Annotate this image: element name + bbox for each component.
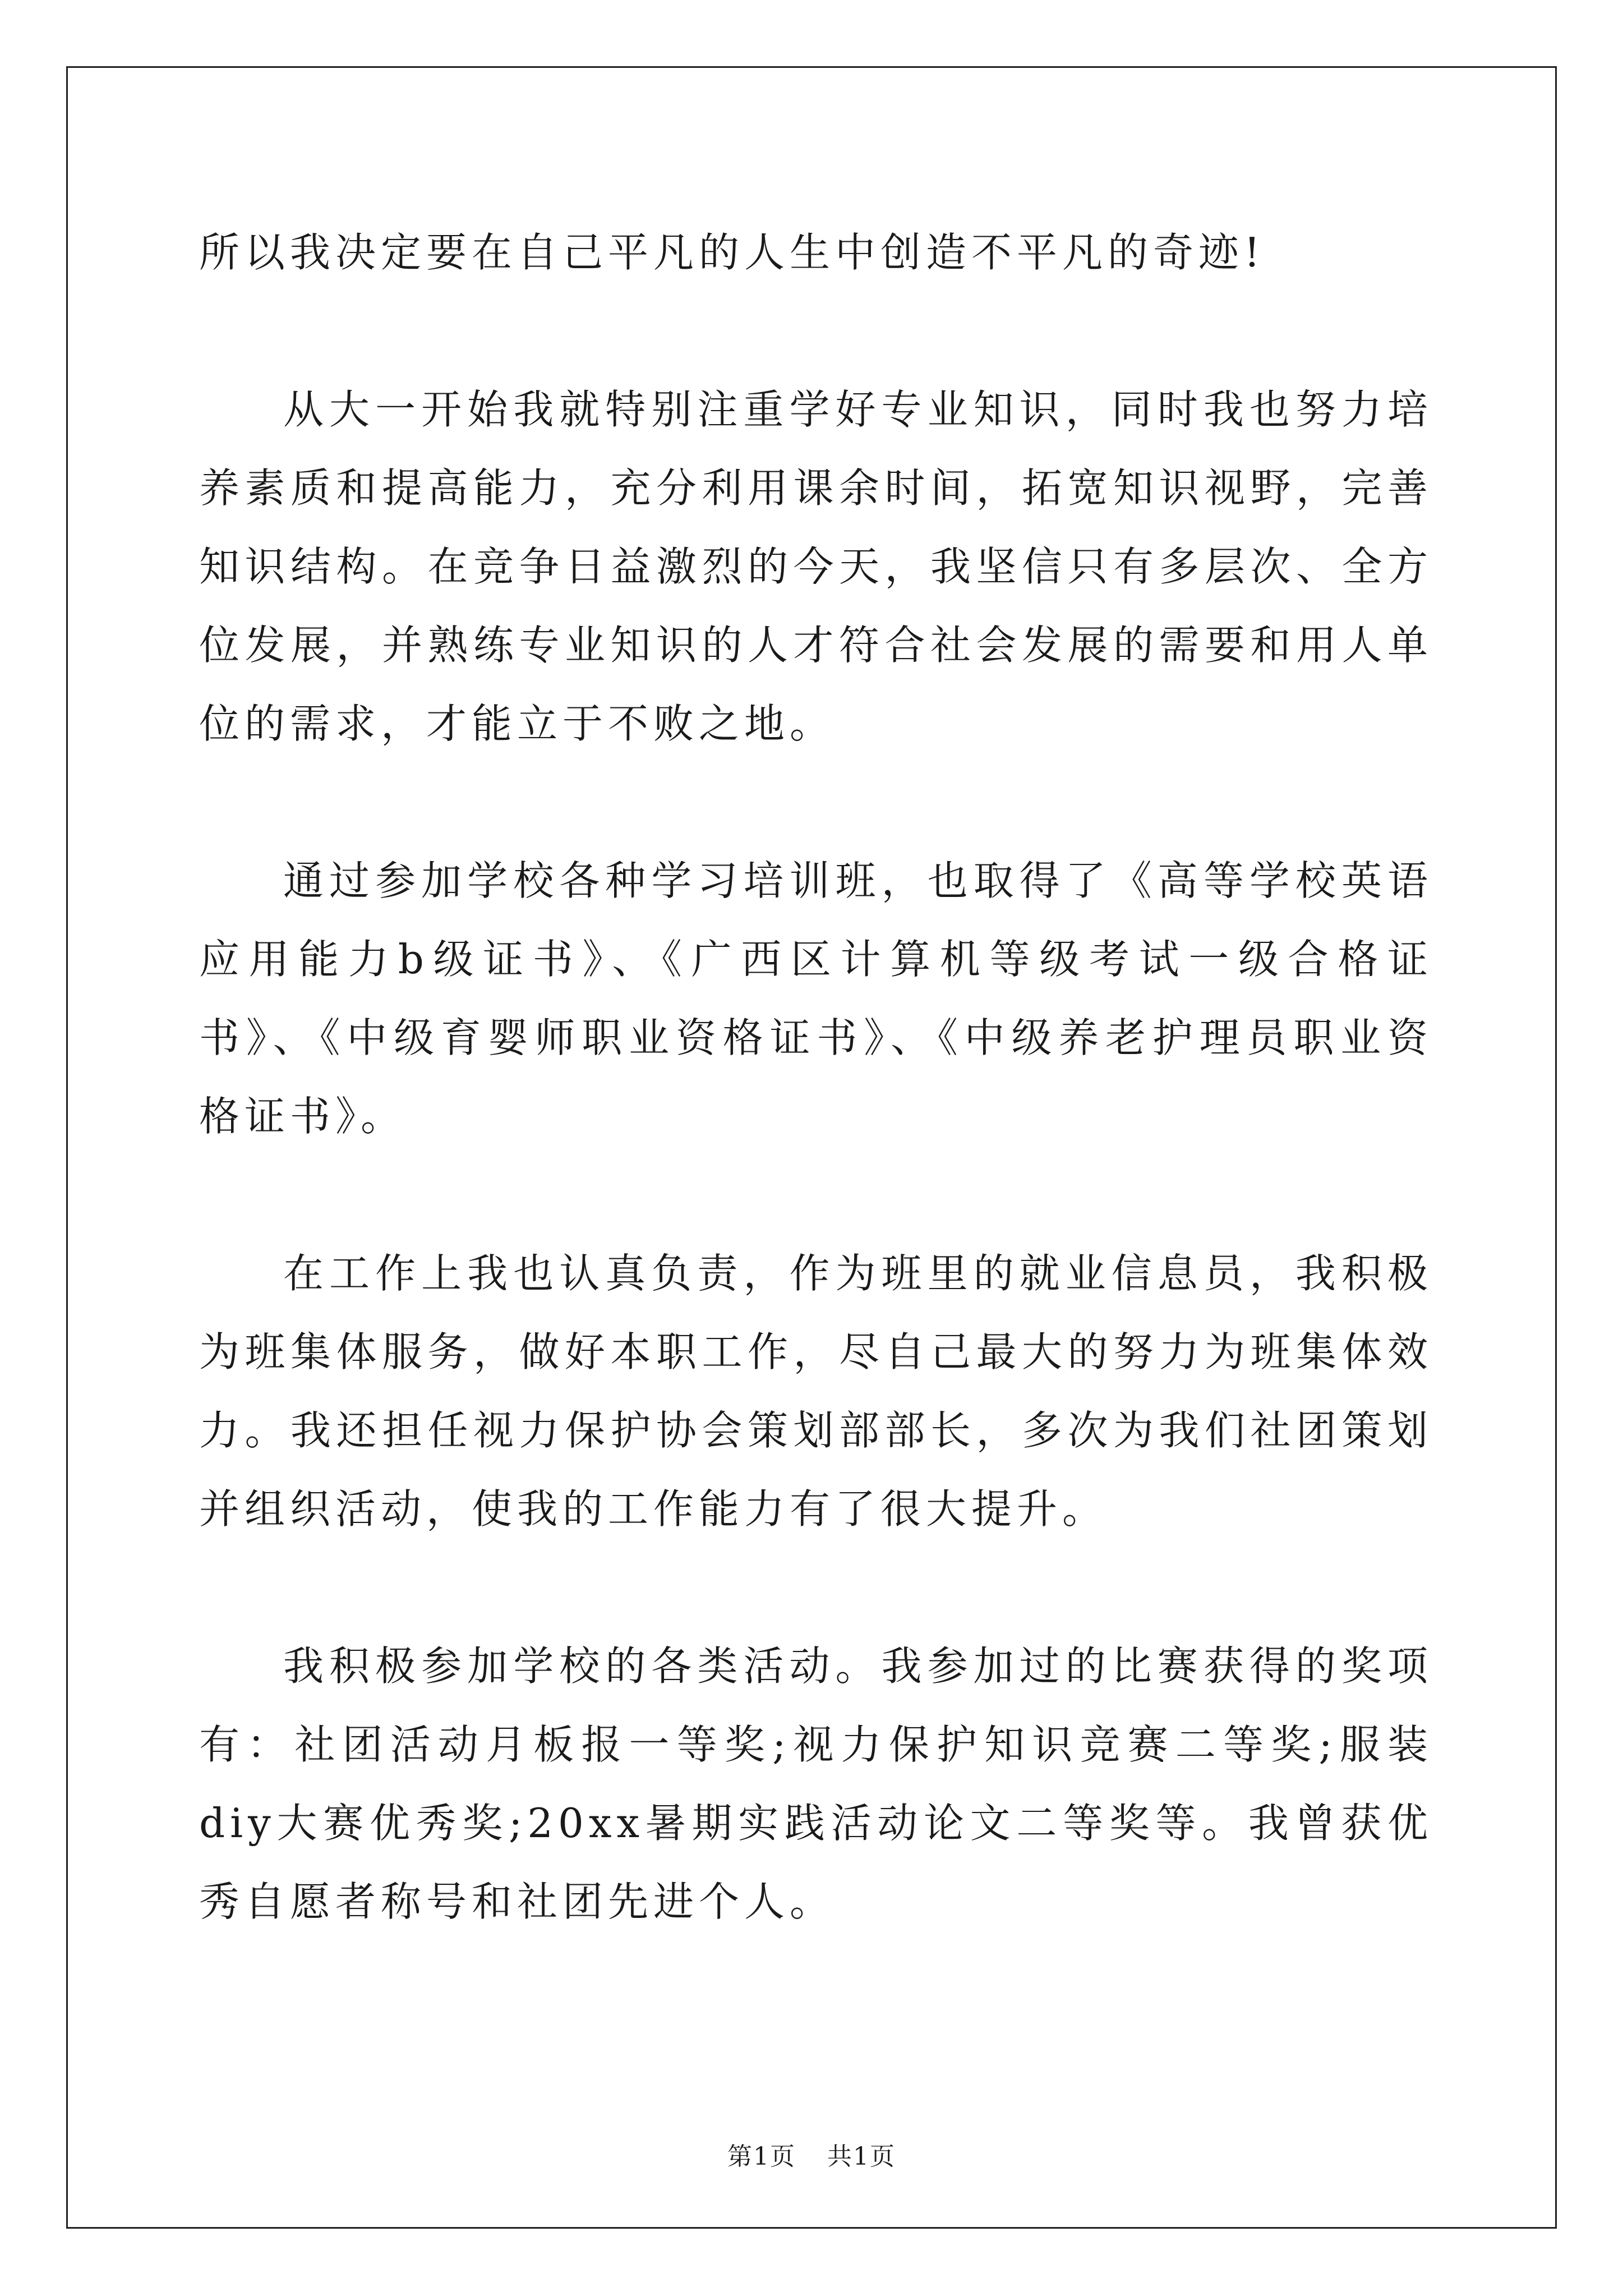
page-number: 第1页 <box>727 2142 796 2171</box>
paragraph-awards: 我积极参加学校的各类活动。我参加过的比赛获得的奖项有：社团活动月板报一等奖;视力保护知识竞赛二等奖;服装diy大赛优秀奖;20xx暑期实践活动论文二等奖等。我曾获优秀自愿者称号和社团先进个人。 <box>199 1642 1433 1925</box>
paragraph-continuation: 所以我决定要在自己平凡的人生中创造不平凡的奇迹! <box>199 229 1265 276</box>
paragraph-work: 在工作上我也认真负责，作为班里的就业信息员，我积极为班集体服务，做好本职工作，尽自己最大的努力为班集体效力。我还担任视力保护协会策划部部长，多次为我们社团策划并组织活动，使我的工作能力有了很大提升。 <box>199 1250 1433 1533</box>
paragraph-study: 从大一开始我就特别注重学好专业知识，同时我也努力培养素质和提高能力，充分利用课余时间，拓宽知识视野，完善知识结构。在竞争日益激烈的今天，我坚信只有多层次、全方位发展，并熟练专业知识的人才符合社会发展的需要和用人单位的需求，才能立于不败之地。 <box>199 386 1433 747</box>
page-footer <box>0 2136 1623 2172</box>
page-total: 共1页 <box>827 2142 896 2171</box>
paragraph-certificates: 通过参加学校各种学习培训班，也取得了《高等学校英语应用能力b级证书》、《广西区计算机等级考试一级合格证书》、《中级育婴师职业资格证书》、《中级养老护理员职业资格证书》。 <box>199 857 1433 1140</box>
document-body <box>199 213 1433 2019</box>
